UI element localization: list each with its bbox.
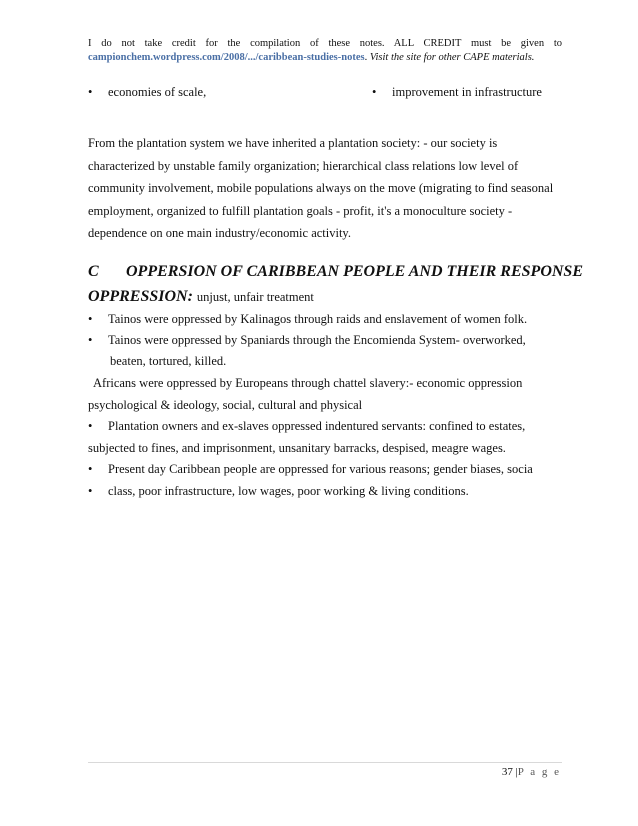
bullet-marker: • — [88, 484, 93, 498]
bullet-economies — [88, 84, 206, 100]
page-footer — [502, 766, 561, 778]
section-title: OPPERSION OF CARIBBEAN PEOPLE AND THEIR RESPONSE — [126, 263, 583, 280]
bullet-tainos-spaniards — [88, 332, 526, 348]
africans-line-2: psychological & ideology, social, cultural and physical — [88, 398, 363, 412]
bullet-infrastructure — [372, 84, 542, 100]
paragraph-line: characterized by unstable family organization; hierarchical class relations low level of — [88, 158, 519, 173]
bullet-text: class, poor infrastructure, low wages, poor working & living conditions. — [108, 484, 469, 498]
header-note: Visit the site for other CAPE materials. — [369, 52, 535, 63]
oppression-definition-text: unjust, unfair treatment — [196, 290, 314, 304]
bullet-marker: • — [372, 85, 377, 99]
paragraph-line: employment, organized to fulfill plantation goals - profit, it's a monoculture society - — [88, 203, 513, 218]
bullet-marker: • — [88, 333, 93, 347]
bullet-tainos-kalinagos — [88, 311, 527, 327]
paragraph-line: community involvement, mobile populations always on the move (migrating to find seasonal — [88, 181, 554, 195]
section-letter: C — [88, 263, 99, 280]
oppression-label: OPPRESSION: — [88, 288, 193, 305]
bullet-present-day — [88, 461, 533, 477]
bullet-plantation-owners — [88, 418, 525, 434]
bullet-text: economies of scale, — [108, 85, 207, 99]
oppression-definition — [88, 288, 314, 306]
page-number: 37 — [501, 766, 513, 778]
source-link-suffix: . — [364, 52, 368, 63]
paragraph-line: dependence on one main industry/economic activity. — [88, 226, 351, 240]
bullet-marker: • — [88, 312, 93, 326]
bullet-text: Plantation owners and ex-slaves oppressed indentured servants: confined to estates, — [108, 419, 526, 433]
paragraph-line: From the plantation system we have inherited a plantation society: - our society is — [88, 136, 498, 150]
africans-line-1: Africans were oppressed by Europeans through chattel slavery:- economic oppression — [93, 376, 523, 390]
page-word: P a g e — [517, 766, 561, 778]
bullet-text: Tainos were oppressed by Kalinagos through raids and enslavement of women folk. — [108, 312, 528, 326]
bullet-marker: • — [88, 419, 93, 433]
source-link[interactable]: campionchem.wordpress.com/2008/.../caribbean-studies-notes — [88, 52, 365, 63]
bullet-text: improvement in infrastructure — [392, 85, 542, 99]
plantation-owners-cont: subjected to fines, and imprisonment, unsanitary barracks, despised, meagre wages. — [88, 441, 506, 455]
bullet-class — [88, 483, 469, 499]
plantation-society-paragraph — [88, 132, 558, 245]
header-credit-line: I do not take credit for the compilation of these notes. ALL CREDIT must be given to — [88, 38, 562, 49]
bullet-text: Present day Caribbean people are oppressed for various reasons; gender biases, socia — [108, 462, 533, 476]
header-source-line — [88, 51, 534, 65]
footer-separator: | — [515, 766, 518, 778]
footer-divider — [88, 762, 562, 763]
bullet-continuation: beaten, tortured, killed. — [110, 354, 227, 368]
bullet-text: Tainos were oppressed by Spaniards through the Encomienda System- overworked, — [108, 333, 526, 347]
section-heading — [88, 263, 583, 281]
bullet-marker: • — [88, 462, 93, 476]
bullet-marker: • — [88, 85, 93, 99]
